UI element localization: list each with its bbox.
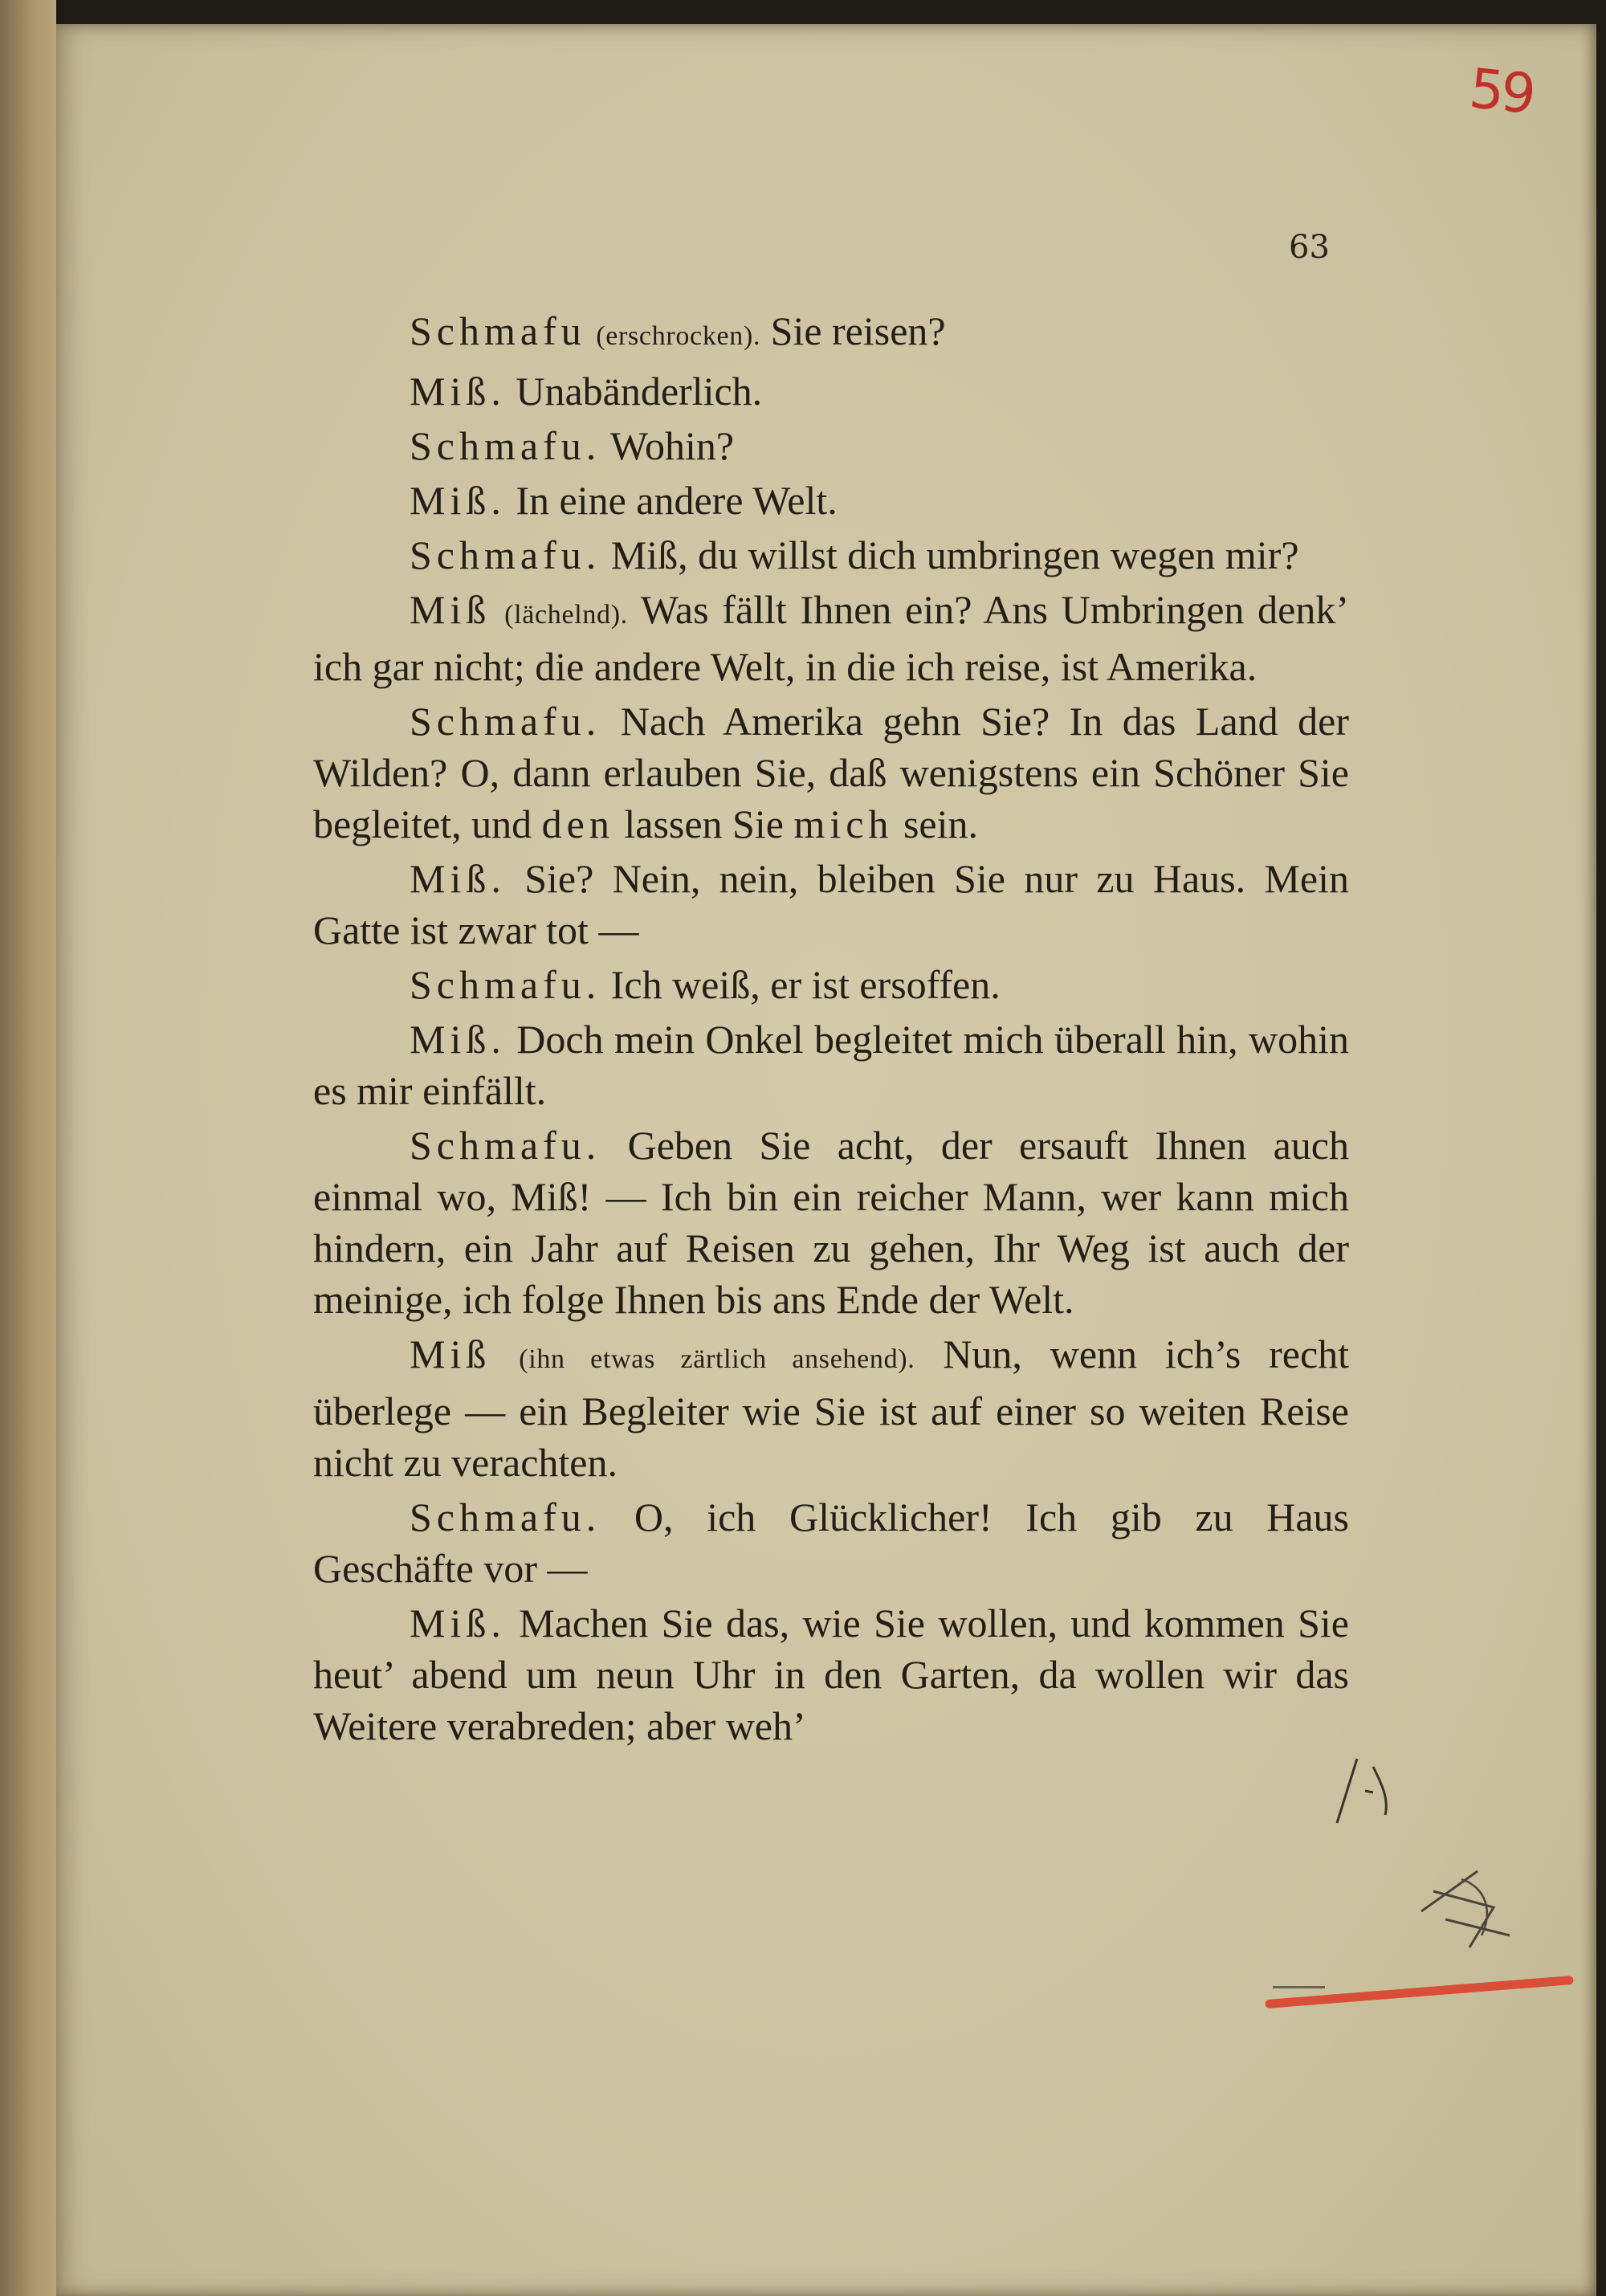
speaker-name: Miß	[410, 587, 491, 632]
dialogue-text: Nun, wenn ich’s recht überlege — ein Begleiter wie Sie ist auf einer so weiten Reise nicht zu verachten.	[313, 1332, 1350, 1485]
speaker-name: Miß.	[410, 856, 506, 901]
page-number: 63	[1289, 229, 1330, 266]
speaker-name: Schmafu.	[410, 1123, 601, 1168]
speaker-name: Miß	[410, 1332, 491, 1376]
dialogue-line	[313, 1119, 1349, 1325]
dialogue-text: Nach Amerika gehn Sie? In das Land der Wilden? O, dann erlauben Sie, daß wenigstens ein Schöner Sie begleitet, und	[313, 699, 1349, 846]
dialogue-text: In eine andere Welt.	[516, 478, 838, 523]
dialogue-text: Geben Sie acht, der ersauft Ihnen auch einmal wo, Miß! — Ich bin ein reicher Mann, wer kann mich hindern, ein Jahr auf Reisen zu gehen, Ihr Weg ist auch der meinige, ich folge Ihnen bis ans Ende der Welt.	[313, 1123, 1349, 1322]
dialogue-line	[313, 420, 1349, 471]
dialogue-line	[313, 529, 1349, 581]
dialogue-text: Miß, du willst dich umbringen wegen mir?	[610, 532, 1299, 577]
emphasized-word: mich	[793, 801, 894, 846]
dialogue-text: Doch mein Onkel begleitet mich überall hin, wohin es mir einfällt.	[313, 1017, 1349, 1113]
speaker-name: Schmafu.	[410, 699, 601, 744]
dialogue-line	[313, 365, 1349, 417]
dialogue-text: lassen Sie	[624, 801, 784, 846]
dialogue-line	[313, 1328, 1349, 1488]
dialogue-text: Wohin?	[609, 423, 735, 468]
pencil-annotation-mark	[1253, 1751, 1542, 1992]
stage-direction: (ihn etwas zärtlich ansehend).	[519, 1344, 915, 1374]
dialogue-line	[313, 584, 1349, 692]
speaker-name: Schmafu	[410, 308, 586, 353]
speaker-name: Miß.	[410, 1017, 506, 1062]
dialogue-text: Unabänderlich.	[516, 369, 763, 414]
dialogue-text: Sie reisen?	[770, 308, 946, 353]
dialogue-line	[313, 305, 1349, 362]
speaker-name: Schmafu.	[410, 962, 601, 1007]
speaker-name: Schmafu.	[410, 1495, 601, 1540]
dialogue-text: sein.	[903, 801, 978, 846]
dialogue-text: Sie? Nein, nein, bleiben Sie nur zu Haus. Mein Gatte ist zwar tot —	[313, 856, 1349, 952]
dialogue-text: Was fällt Ihnen ein? Ans Umbringen denk’ ich gar nicht; die andere Welt, in die ich reise, ist Amerika.	[313, 587, 1349, 689]
dialogue-text: O, ich Glücklicher! Ich gib zu Haus Geschäfte vor —	[313, 1495, 1350, 1591]
emphasized-word: den	[541, 801, 614, 846]
dialogue-line	[313, 475, 1349, 526]
dialogue-line	[313, 1013, 1349, 1116]
speaker-name: Miß.	[410, 369, 506, 414]
dialogue-line	[313, 959, 1349, 1010]
dialogue-text: Ich weiß, er ist ersoffen.	[610, 962, 1001, 1007]
dialogue-line	[313, 1597, 1349, 1752]
dialogue-text-block	[313, 305, 1349, 1755]
dialogue-text: Machen Sie das, wie Sie wollen, und kommen Sie heut’ abend um neun Uhr in den Garten, da wollen wir das Weitere verabreden; aber weh’	[313, 1601, 1349, 1748]
pencil-dash	[1273, 1986, 1325, 1988]
speaker-name: Schmafu.	[410, 532, 601, 577]
speaker-name: Schmafu.	[410, 423, 601, 468]
dialogue-line	[313, 695, 1349, 850]
handwritten-archive-number: 59	[1466, 57, 1536, 127]
speaker-name: Miß.	[410, 478, 506, 523]
stage-direction: (lächelnd).	[504, 600, 628, 630]
book-spine-edge	[0, 0, 56, 2296]
dialogue-line	[313, 853, 1349, 956]
speaker-name: Miß.	[410, 1601, 506, 1646]
dialogue-line	[313, 1491, 1349, 1594]
stage-direction: (erschrocken).	[596, 321, 761, 351]
